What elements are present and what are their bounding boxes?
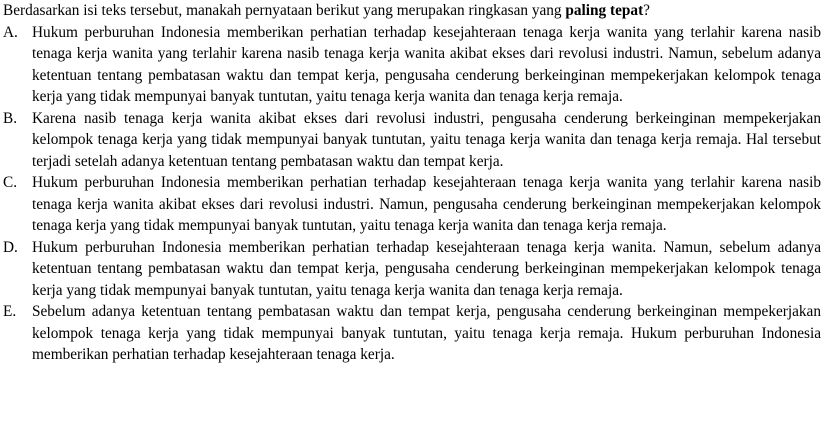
option-text: Sebelum adanya ketentuan tentang pembatasan waktu dan tempat kerja, pengusaha cenderung berkeinginan mempekerjakan kelompok tenaga kerja yang tidak mempunyai banyak tuntutan, yaitu tenaga kerja remaja. Hukum perburuhan Indonesia memberikan perhatian terhadap kesejahteraan tenaga kerja.	[32, 303, 821, 363]
answer-options	[3, 22, 821, 366]
option-b[interactable]	[3, 108, 821, 173]
question-text: Berdasarkan isi teks tersebut, manakah pernyataan berikut yang merupakan ringkasan yang	[3, 2, 566, 19]
option-letter: B.	[3, 109, 18, 127]
option-text: Karena nasib tenaga kerja wanita akibat ekses dari revolusi industri, pengusaha cenderung berkeinginan mempekerjakan kelompok tenaga kerja yang tidak mempunyai banyak tuntutan, yaitu tenaga kerja wanita dan tenaga kerja remaja. Hal tersebut terjadi setelah adanya ketentuan tentang pembatasan waktu dan tempat kerja.	[32, 109, 821, 170]
option-text: Hukum perburuhan Indonesia memberikan perhatian terhadap kesejahteraan tenaga kerja wanita yang terlahir karena nasib tenaga kerja wanita akibat ekses dari revolusi industri. Namun, pengusaha cenderung berkeinginan mempekerjakan kelompok tenaga kerja yang tidak mempunyai banyak tuntutan, yaitu tenaga kerja wanita dan tenaga kerja remaja.	[32, 174, 821, 234]
question-mark: ?	[643, 2, 650, 19]
option-text: Hukum perburuhan Indonesia memberikan perhatian terhadap kesejahteraan tenaga kerja wanita yang terlahir karena nasib tenaga kerja wanita yang terlahir karena nasib tenaga kerja wanita akibat ekses dari revolusi industri. Namun, sebelum adanya ketentuan tentang pembatasan waktu dan tempat kerja, pengusaha cenderung berkeinginan mempekerjakan kelompok tenaga kerja yang tidak mempunyai banyak tuntutan, yaitu tenaga kerja wanita dan tenaga kerja remaja.	[32, 23, 821, 105]
question-emphasis: paling tepat	[565, 2, 644, 19]
option-letter: A.	[3, 23, 18, 41]
option-letter: E.	[3, 303, 17, 320]
option-text: Hukum perburuhan Indonesia memberikan perhatian terhadap kesejahteraan tenaga kerja wanita. Namun, sebelum adanya ketentuan tentang pembatasan waktu dan tempat kerja, pengusaha cenderung berkeinginan mempekerjakan kelompok tenaga kerja yang tidak mempunyai banyak tuntutan, yaitu tenaga kerja wanita dan tenaga kerja remaja.	[32, 238, 821, 299]
option-c[interactable]	[3, 172, 821, 237]
option-letter: D.	[3, 238, 18, 256]
question-prompt	[3, 0, 821, 22]
option-e[interactable]	[3, 301, 821, 366]
option-letter: C.	[3, 174, 18, 191]
option-d[interactable]	[3, 237, 821, 302]
option-a[interactable]	[3, 22, 821, 108]
